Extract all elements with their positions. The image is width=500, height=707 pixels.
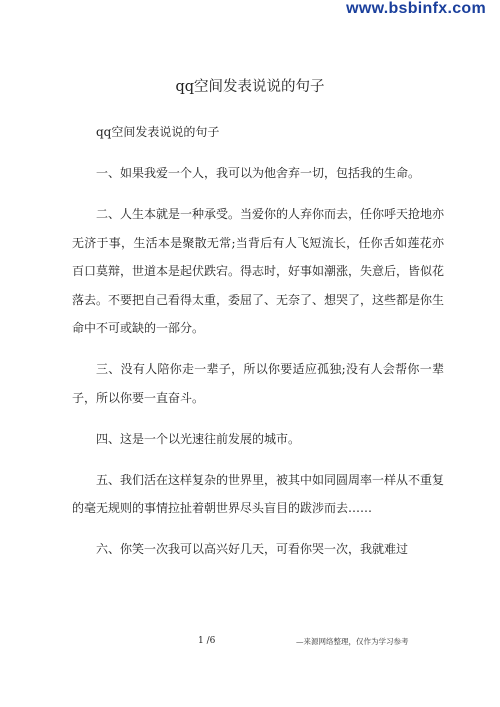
page-number: 1 /6 xyxy=(198,636,216,646)
paragraph-3: 三、没有人陪你走一辈子，所以你要适应孤独;没有人会帮你一辈子，所以你要一直奋斗。 xyxy=(72,362,444,405)
site-watermark: www.bsbinfx.com xyxy=(346,0,486,17)
paragraph-5: 五、我们活在这样复杂的世界里，被其中如同圆周率一样从不重复的毫无规则的事情拉扯着朝世界尽头盲目的跋涉而去…… xyxy=(72,472,445,515)
paragraph-4: 四、这是一个以光速往前发展的城市。 xyxy=(96,431,301,446)
paragraph-1: 一、如果我爱一个人，我可以为他舍弃一切，包括我的生命。 xyxy=(96,166,421,180)
paragraph-subtitle: qq空间发表说说的句子 xyxy=(96,125,220,139)
document-body xyxy=(72,118,444,576)
paragraph-6: 六、你笑一次我可以高兴好几天，可看你哭一次，我就难过 xyxy=(96,542,409,556)
page-footer xyxy=(0,636,500,650)
footer-note: —来源网络整理，仅作为学习参考 xyxy=(296,637,409,646)
document-title: qq空间发表说说的句子 xyxy=(175,79,325,95)
paragraph-2: 二、人生本就是一种承受。当爱你的人弃你而去，任你呼天抢地亦无济于事，生活本是聚散无常;当背后有人飞短流长，任你舌如莲花亦百口莫辩，世道本是起伏跌宕。得志时，好事如潮涨，失意后，皆似花落去。不要把自己看得太重，委屈了、无奈了、想哭了，这些都是你生命中不可或缺的一部分。 xyxy=(72,207,445,335)
